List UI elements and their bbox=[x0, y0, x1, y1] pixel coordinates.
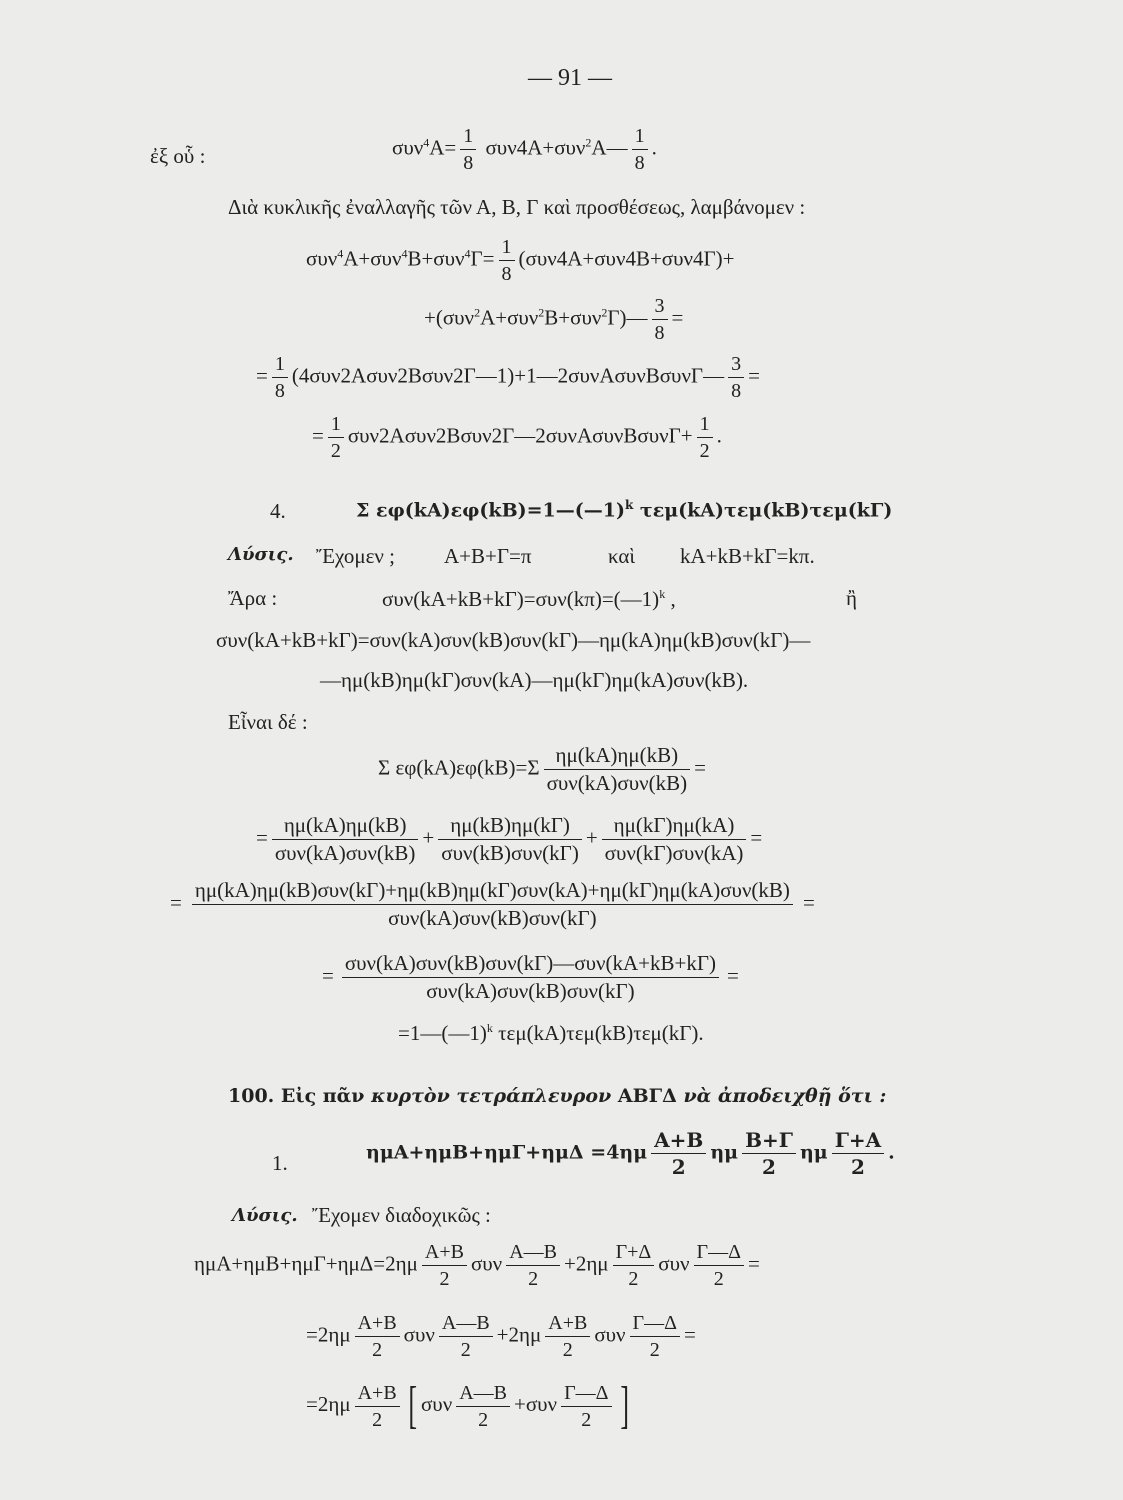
fraction bbox=[460, 126, 476, 173]
t: ] bbox=[619, 1377, 629, 1434]
t: 4 bbox=[423, 135, 430, 150]
denominator: συν(kΓ)συν(kΑ) bbox=[604, 841, 744, 865]
t: +(συν bbox=[424, 305, 475, 330]
t: συν2Ασυν2Βσυν2Γ—2συνΑσυνΒσυνΓ+ bbox=[347, 423, 693, 448]
identity-1 bbox=[366, 1130, 895, 1177]
t: = bbox=[322, 963, 334, 988]
problem-4-number: 4. bbox=[270, 499, 286, 523]
t: συν bbox=[403, 1322, 435, 1347]
t: συν bbox=[420, 1391, 453, 1416]
equation-line-10: συν(kΑ+kΒ+kΓ)=συν(kΑ)συν(kΒ)συν(kΓ)—ημ(kΑ)ημ(kΒ)συν(kΓ)— bbox=[216, 628, 811, 652]
numerator: Α+Β bbox=[355, 1383, 400, 1407]
right-bracket bbox=[616, 1377, 633, 1434]
denominator: 8 bbox=[501, 263, 512, 285]
equation-line-5 bbox=[256, 354, 760, 401]
t: = bbox=[312, 423, 324, 448]
equation-line-11: —ημ(kΒ)ημ(kΓ)συν(kΑ)—ημ(kΓ)ημ(kΑ)συν(kΒ). bbox=[320, 668, 749, 692]
t: [ bbox=[407, 1377, 417, 1434]
t: Α+Β+Γ=π bbox=[444, 544, 532, 568]
t: 100. Εἰς πᾶν bbox=[228, 1085, 372, 1107]
fraction bbox=[422, 1242, 467, 1289]
t: 2 bbox=[601, 305, 608, 320]
denominator: συν(kΒ)συν(kΓ) bbox=[441, 841, 579, 865]
denominator: 8 bbox=[274, 380, 285, 402]
numerator: ημ(kΑ)ημ(kΒ) bbox=[544, 745, 691, 770]
fraction bbox=[545, 1313, 590, 1360]
denominator: 2 bbox=[372, 1339, 383, 1361]
denominator: 2 bbox=[562, 1339, 573, 1361]
t: +συν bbox=[514, 1391, 558, 1416]
fraction bbox=[355, 1313, 400, 1360]
t: συν bbox=[392, 135, 424, 160]
t: ἢ bbox=[846, 586, 857, 610]
t: . bbox=[888, 1141, 895, 1164]
t: Ἄρα : bbox=[228, 586, 278, 610]
t: + bbox=[585, 825, 598, 850]
numerator: Γ—Δ bbox=[561, 1383, 611, 1407]
numerator: ημ(kΓ)ημ(kΑ) bbox=[602, 815, 747, 840]
fraction bbox=[728, 354, 744, 401]
t: = bbox=[726, 963, 739, 988]
t: Σ εφ(kΑ)εφ(kΒ)=1—(—1) bbox=[356, 499, 625, 522]
t: Ἔχομεν διαδοχικῶς : bbox=[312, 1203, 491, 1227]
fraction bbox=[632, 126, 648, 173]
equation-line-13 bbox=[378, 745, 706, 794]
numerator: ημ(kΑ)ημ(kΒ) bbox=[272, 815, 419, 840]
denominator: συν(kΑ)συν(kΒ) bbox=[546, 771, 688, 795]
numerator: Α—Β bbox=[439, 1313, 493, 1337]
t: τεμ(kΑ)τεμ(kΒ)τεμ(kΓ) bbox=[633, 499, 893, 522]
numerator: Α+Β bbox=[545, 1313, 590, 1337]
numerator: Α+Β bbox=[422, 1242, 467, 1266]
t: Α+συν bbox=[480, 305, 539, 330]
t: kΑ+kΒ+kΓ=kπ. bbox=[680, 544, 815, 568]
numerator: Γ+Α bbox=[832, 1130, 884, 1154]
t: = bbox=[170, 890, 182, 915]
fraction bbox=[192, 880, 793, 929]
t: 2 bbox=[585, 135, 592, 150]
t: = bbox=[256, 363, 268, 388]
fraction bbox=[439, 1313, 493, 1360]
numerator: Γ—Δ bbox=[694, 1242, 744, 1266]
denominator: 2 bbox=[439, 1268, 450, 1290]
t: (συν4Α+συν4Β+συν4Γ)+ bbox=[518, 246, 735, 271]
t: = bbox=[694, 755, 706, 780]
fraction bbox=[272, 815, 419, 864]
fraction bbox=[272, 354, 288, 401]
numerator: Β+Γ bbox=[742, 1130, 796, 1154]
t: Α+συν bbox=[343, 246, 402, 271]
t: Α— bbox=[591, 135, 628, 160]
denominator: 8 bbox=[654, 322, 665, 344]
numerator: 1 bbox=[499, 237, 515, 261]
numerator: Α—Β bbox=[506, 1242, 560, 1266]
numerator: 1 bbox=[460, 126, 476, 150]
t: Γ)— bbox=[607, 305, 648, 330]
t: τεμ(kΑ)τεμ(kΒ)τεμ(kΓ). bbox=[492, 1021, 704, 1045]
text-cyclic-permutation: Διὰ κυκλικῆς ἐναλλαγῆς τῶν Α, Β, Γ καὶ προσθέσεως, λαμβάνομεν : bbox=[228, 195, 806, 219]
fraction bbox=[438, 815, 582, 864]
fraction bbox=[499, 237, 515, 284]
problem-4-statement bbox=[356, 499, 892, 520]
fraction bbox=[651, 1130, 706, 1177]
numerator: 3 bbox=[652, 296, 668, 320]
fraction bbox=[506, 1242, 560, 1289]
fraction bbox=[355, 1383, 400, 1430]
denominator: συν(kΑ)συν(kΒ)συν(kΓ) bbox=[426, 979, 635, 1003]
equation-cos-k-sum bbox=[382, 588, 676, 610]
t: 4 bbox=[337, 246, 344, 261]
denominator: 2 bbox=[850, 1155, 865, 1179]
t: 4 bbox=[464, 246, 471, 261]
t: Εἶναι δέ : bbox=[228, 710, 308, 734]
t: νὰ ἀποδειχθῇ ὅτι : bbox=[683, 1085, 887, 1107]
t: ΑΒΓΔ bbox=[611, 1085, 684, 1107]
line-1-label: ἐξ οὗ : bbox=[150, 144, 206, 168]
fraction bbox=[544, 745, 691, 794]
t: . bbox=[651, 135, 657, 160]
denominator: 8 bbox=[463, 152, 474, 174]
numerator: 3 bbox=[728, 354, 744, 378]
equation-line-22 bbox=[306, 1313, 696, 1360]
fraction bbox=[697, 414, 713, 461]
numerator: Γ—Δ bbox=[630, 1313, 680, 1337]
equation-line-23 bbox=[306, 1377, 633, 1434]
denominator: συν(kΑ)συν(kΒ) bbox=[274, 841, 416, 865]
t: =2ημ bbox=[306, 1322, 351, 1347]
t: + bbox=[422, 825, 435, 850]
fraction bbox=[561, 1383, 611, 1430]
numerator: συν(kΑ)συν(kΒ)συν(kΓ)—συν(kΑ+kΒ+kΓ) bbox=[342, 953, 719, 978]
denominator: 2 bbox=[581, 1408, 592, 1431]
numerator: Γ+Δ bbox=[613, 1242, 655, 1266]
equation-line-6 bbox=[312, 414, 722, 461]
equation-line-15 bbox=[170, 880, 815, 929]
denominator: 2 bbox=[762, 1155, 776, 1179]
t: = bbox=[802, 890, 815, 915]
t: ημ bbox=[710, 1141, 739, 1164]
t: = bbox=[750, 825, 763, 850]
numerator: 1 bbox=[697, 414, 713, 438]
fraction bbox=[602, 815, 747, 864]
t: k bbox=[659, 587, 666, 601]
t: = bbox=[747, 1251, 760, 1276]
equation-line-21 bbox=[194, 1242, 760, 1289]
left-bracket bbox=[404, 1377, 421, 1434]
t: = bbox=[256, 825, 268, 850]
fraction bbox=[742, 1130, 796, 1177]
solution-label: Λύσις. bbox=[232, 1205, 298, 1226]
denominator: 2 bbox=[671, 1155, 686, 1179]
equation-line-17 bbox=[398, 1022, 704, 1044]
t: συν bbox=[306, 246, 338, 271]
t: +2ημ bbox=[496, 1322, 542, 1347]
numerator: Α—Β bbox=[456, 1383, 510, 1407]
equation-line-16 bbox=[322, 953, 739, 1002]
denominator: 8 bbox=[731, 380, 742, 402]
t: κυρτὸν τετράπλευρον bbox=[371, 1085, 612, 1107]
denominator: συν(kΑ)συν(kΒ)συν(kΓ) bbox=[388, 906, 597, 930]
t: 2 bbox=[474, 305, 481, 320]
t: Α= bbox=[429, 135, 457, 160]
numerator: 1 bbox=[272, 354, 288, 378]
denominator: 2 bbox=[372, 1408, 383, 1431]
t: 4 bbox=[401, 246, 408, 261]
denominator: 2 bbox=[330, 440, 341, 462]
numerator: ημ(kΒ)ημ(kΓ) bbox=[438, 815, 582, 840]
numerator: 1 bbox=[632, 126, 648, 150]
t: συν(kΑ+kΒ+kΓ)=συν(kπ)=(—1) bbox=[382, 587, 660, 611]
t: , bbox=[665, 587, 676, 611]
t: k bbox=[486, 1021, 493, 1035]
denominator: 2 bbox=[528, 1268, 539, 1290]
t: =2ημ bbox=[306, 1391, 351, 1416]
fraction bbox=[652, 296, 668, 343]
denominator: 2 bbox=[628, 1268, 639, 1290]
t: συν4Α+συν bbox=[485, 135, 586, 160]
numerator: ημ(kΑ)ημ(kΒ)συν(kΓ)+ημ(kΒ)ημ(kΓ)συν(kΑ)+ημ(kΓ)ημ(kΑ)συν(kΒ) bbox=[192, 880, 793, 905]
t: ημ bbox=[799, 1141, 828, 1164]
t: . bbox=[716, 423, 722, 448]
t: συν bbox=[470, 1251, 503, 1276]
t: +2ημ bbox=[563, 1251, 609, 1276]
t: καὶ bbox=[608, 544, 636, 568]
fraction bbox=[342, 953, 719, 1002]
t: = bbox=[671, 305, 684, 330]
fraction bbox=[694, 1242, 744, 1289]
denominator: 2 bbox=[713, 1268, 724, 1290]
solution-label: Λύσις. bbox=[228, 544, 294, 565]
t: ημΑ+ημΒ+ημΓ+ημΔ=2ημ bbox=[194, 1251, 418, 1276]
t: Ἔχομεν ; bbox=[316, 544, 396, 568]
fraction bbox=[630, 1313, 680, 1360]
t: 1. bbox=[272, 1151, 288, 1175]
t: = bbox=[748, 363, 760, 388]
t: k bbox=[624, 498, 634, 512]
fraction bbox=[832, 1130, 884, 1177]
t: Γ= bbox=[470, 246, 495, 271]
numerator: Α+Β bbox=[651, 1130, 706, 1154]
problem-100-heading bbox=[228, 1087, 886, 1106]
t: =1—(—1) bbox=[398, 1021, 487, 1045]
t: (4συν2Ασυν2Βσυν2Γ—1)+1—2συνΑσυνΒσυνΓ— bbox=[291, 363, 725, 388]
numerator: Α+Β bbox=[355, 1313, 400, 1337]
t: συν bbox=[594, 1322, 626, 1347]
denominator: 2 bbox=[478, 1408, 489, 1431]
equation-line-14 bbox=[256, 815, 762, 864]
t: ημΑ+ημΒ+ημΓ+ημΔ =4ημ bbox=[366, 1141, 648, 1164]
denominator: 2 bbox=[460, 1339, 471, 1361]
page-number: — 91 — bbox=[528, 65, 612, 91]
fraction bbox=[456, 1383, 510, 1430]
equation-cos4A bbox=[392, 126, 657, 173]
t: Β+συν bbox=[544, 305, 602, 330]
t: Σ εφ(kΑ)εφ(kΒ)=Σ bbox=[378, 755, 540, 780]
equation-sum-cos4 bbox=[306, 237, 734, 284]
t: 2 bbox=[538, 305, 545, 320]
equation-line-4 bbox=[424, 296, 683, 343]
denominator: 2 bbox=[649, 1339, 660, 1361]
fraction bbox=[613, 1242, 655, 1289]
denominator: 2 bbox=[699, 440, 710, 462]
denominator: 8 bbox=[634, 152, 645, 174]
t: συν bbox=[658, 1251, 690, 1276]
numerator: 1 bbox=[328, 414, 344, 438]
fraction bbox=[328, 414, 344, 461]
t: Β+συν bbox=[407, 246, 465, 271]
t: = bbox=[683, 1322, 696, 1347]
